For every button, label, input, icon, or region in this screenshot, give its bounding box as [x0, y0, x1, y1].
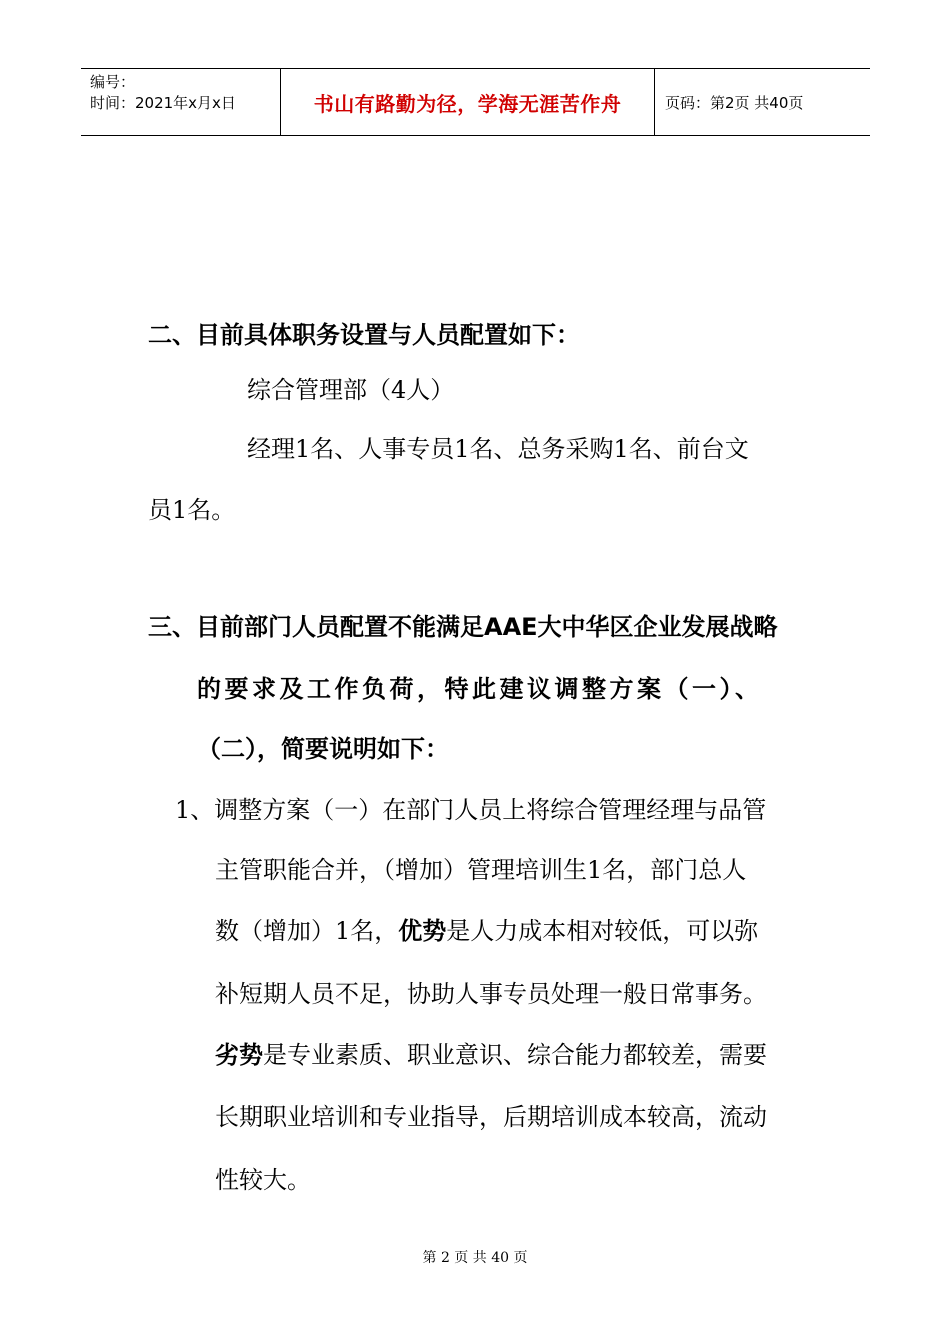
date-label: 时间：2021年x月x日	[90, 94, 236, 112]
section3-title-line2: 的要求及工作负荷，特此建议调整方案（一）、	[197, 675, 763, 703]
header-page-info: 页码：第2页 共40页	[665, 93, 804, 112]
item1-line3-post: 是人力成本相对较低，可以弥	[446, 917, 759, 945]
advantage-label: 优势	[398, 917, 447, 945]
item1-line1: 1、调整方案（一）在部门人员上将综合管理经理与品管	[175, 796, 767, 824]
header-motto: 书山有路勤为径，学海无涯苦作舟	[313, 91, 622, 116]
item1-line3-pre: 数（增加）1名，	[215, 917, 399, 945]
item1-line6: 长期职业培训和专业指导，后期培训成本较高，流动	[215, 1103, 767, 1131]
item1-line2: 主管职能合并，（增加）管理培训生1名，部门总人	[215, 856, 747, 884]
document-header	[81, 68, 870, 136]
item1-line5-post: 是专业素质、职业意识、综合能力都较差，需要	[263, 1041, 767, 1069]
staff-line-2: 员1名。	[148, 496, 236, 524]
item1-line7: 性较大。	[215, 1166, 311, 1194]
serial-number-label: 编号：	[90, 73, 136, 91]
header-page-cell	[655, 69, 870, 135]
page-footer: 第 2 页 共 40 页	[422, 1250, 528, 1266]
staff-line-1: 经理1名、人事专员1名、总务采购1名、前台文	[247, 435, 749, 463]
department-name: 综合管理部（4人）	[247, 376, 455, 404]
disadvantage-label: 劣势	[215, 1041, 263, 1069]
item1-line5	[215, 1040, 767, 1070]
header-motto-cell	[281, 69, 655, 135]
section2-title: 二、目前具体职务设置与人员配置如下：	[148, 321, 580, 349]
item1-line4: 补短期人员不足，协助人事专员处理一般日常事务。	[215, 980, 767, 1008]
section3-title-line3: （二），简要说明如下：	[197, 735, 449, 763]
section3-title-line1: 三、目前部门人员配置不能满足AAE大中华区企业发展战略	[148, 613, 778, 641]
header-meta-cell	[81, 69, 281, 135]
item1-line3	[215, 916, 758, 946]
